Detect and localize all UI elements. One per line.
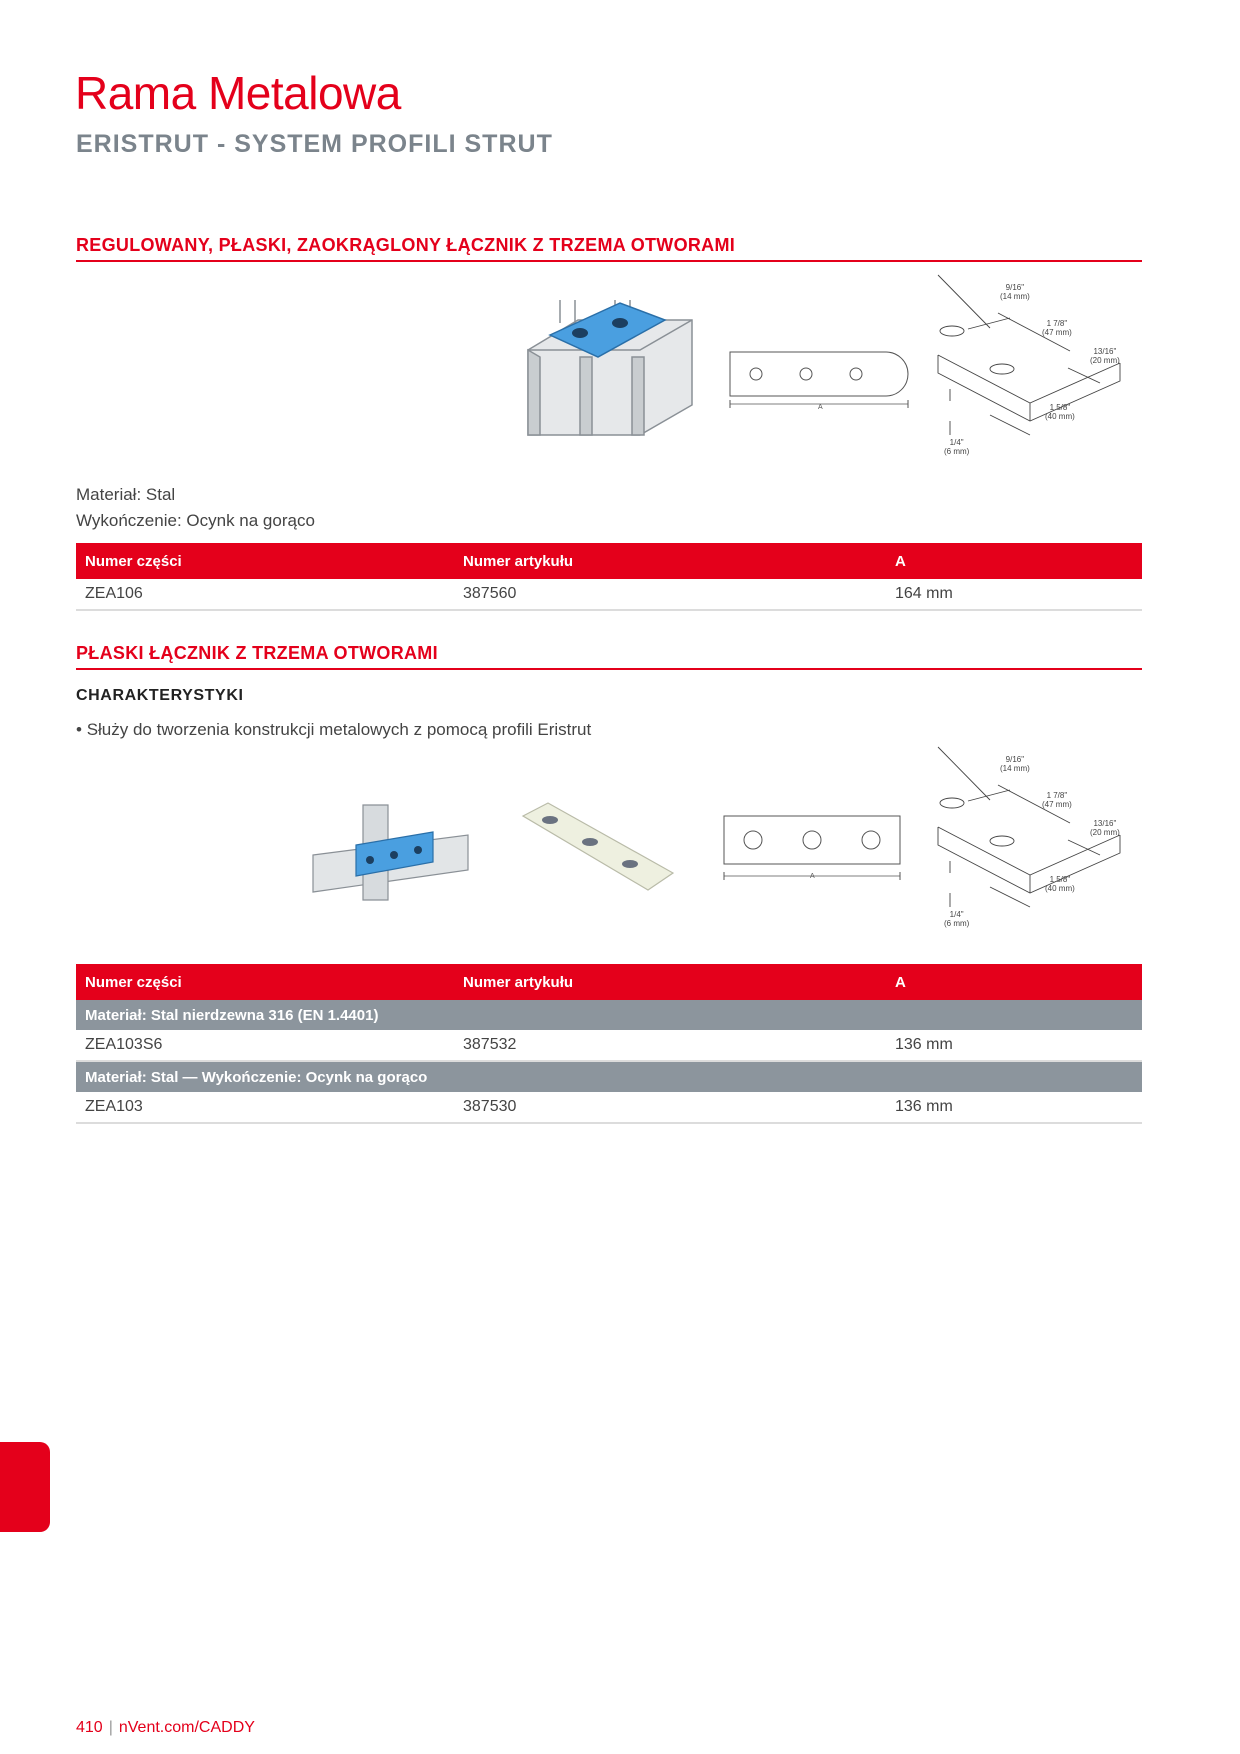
dim-hole: 9/16" [1005,283,1025,292]
table-header-part: Numer części [76,543,454,579]
table-header-part: Numer części [76,964,454,1000]
product-image-flat-plate [518,798,678,898]
spec-table-2 [76,964,1142,1124]
table-header-article: Numer artykułu [454,964,886,1000]
dim-hole-2: 9/16" [1005,755,1025,764]
dim-hole-mm: (14 mm) [1000,292,1030,301]
finish-text: Wykończenie: Ocynk na gorąco [76,511,315,530]
dim-spacing-mm-2: (47 mm) [1042,800,1072,809]
product-image-round-plate [520,295,700,445]
section1-heading: REGULOWANY, PŁASKI, ZAOKRĄGLONY ŁĄCZNIK Z TRZEMA OTWORAMI [76,235,1142,262]
features-heading: CHARAKTERYSTYKI [76,687,244,704]
material-text: Materiał: Stal [76,485,176,504]
dim-hole-mm-2: (14 mm) [1000,764,1030,773]
footer-separator: | [108,1719,113,1736]
cell-a: 164 mm [886,579,1142,610]
dim-thick: 1/4" [949,438,964,447]
dim-width: 1 5/8" [1049,403,1071,412]
bullet-icon: • [76,720,82,739]
dim-edge-2: 13/16" [1093,819,1117,828]
dim-thick-mm-2: (6 mm) [944,919,970,928]
table-header-a: A [886,543,1142,579]
drawing-flat-plate [720,812,910,884]
feature-text: Służy do tworzenia konstrukcji metalowych z pomocą profili Eristrut [86,720,592,739]
dim-width-mm-2: (40 mm) [1045,884,1075,893]
page-number: 410 [76,1719,103,1736]
dim-spacing-mm: (47 mm) [1042,328,1072,337]
footer [76,1719,255,1737]
dim-spacing: 1 7/8" [1046,319,1068,328]
dim-thick-2: 1/4" [949,910,964,919]
dim-edge-mm-2: (20 mm) [1090,828,1120,837]
cell-part: ZEA106 [76,579,454,610]
dimension-drawing-1 [930,273,1130,463]
cell-part: ZEA103S6 [76,1030,454,1061]
cell-article: 387530 [454,1092,886,1123]
drawing-round-plate [726,348,916,412]
cell-part: ZEA103 [76,1092,454,1123]
spec-table-1 [76,543,1142,611]
dim-width-mm: (40 mm) [1045,412,1075,421]
table-header-article: Numer artykułu [454,543,886,579]
side-tab [0,1442,50,1532]
dim-edge-mm: (20 mm) [1090,356,1120,365]
cell-a: 136 mm [886,1092,1142,1123]
table-row [76,1092,1142,1123]
table-group-row [76,1000,1142,1030]
page-subtitle: ERISTRUT - SYSTEM PROFILI STRUT [76,130,553,158]
drawing-dim-a-2: A [810,873,815,880]
feature-item [76,720,591,740]
cell-a: 136 mm [886,1030,1142,1061]
dim-spacing-2: 1 7/8" [1046,791,1068,800]
table-group-row [76,1061,1142,1092]
dim-thick-mm: (6 mm) [944,447,970,456]
table-row [76,579,1142,610]
table-header-a: A [886,964,1142,1000]
group-label-stainless: Materiał: Stal nierdzewna 316 (EN 1.4401) [76,1000,1142,1030]
section2-heading: PŁASKI ŁĄCZNIK Z TRZEMA OTWORAMI [76,643,1142,670]
dim-width-2: 1 5/8" [1049,875,1071,884]
footer-link[interactable]: nVent.com/CADDY [118,1719,255,1736]
cell-article: 387532 [454,1030,886,1061]
drawing-dim-a: A [818,404,823,411]
product-image-cross [308,800,478,905]
page-title: Rama Metalowa [75,67,401,119]
group-label-galvanized: Materiał: Stal — Wykończenie: Ocynk na gorąco [76,1061,1142,1092]
cell-article: 387560 [454,579,886,610]
dimension-drawing-2 [930,745,1130,935]
table-row [76,1030,1142,1061]
dim-edge: 13/16" [1093,347,1117,356]
